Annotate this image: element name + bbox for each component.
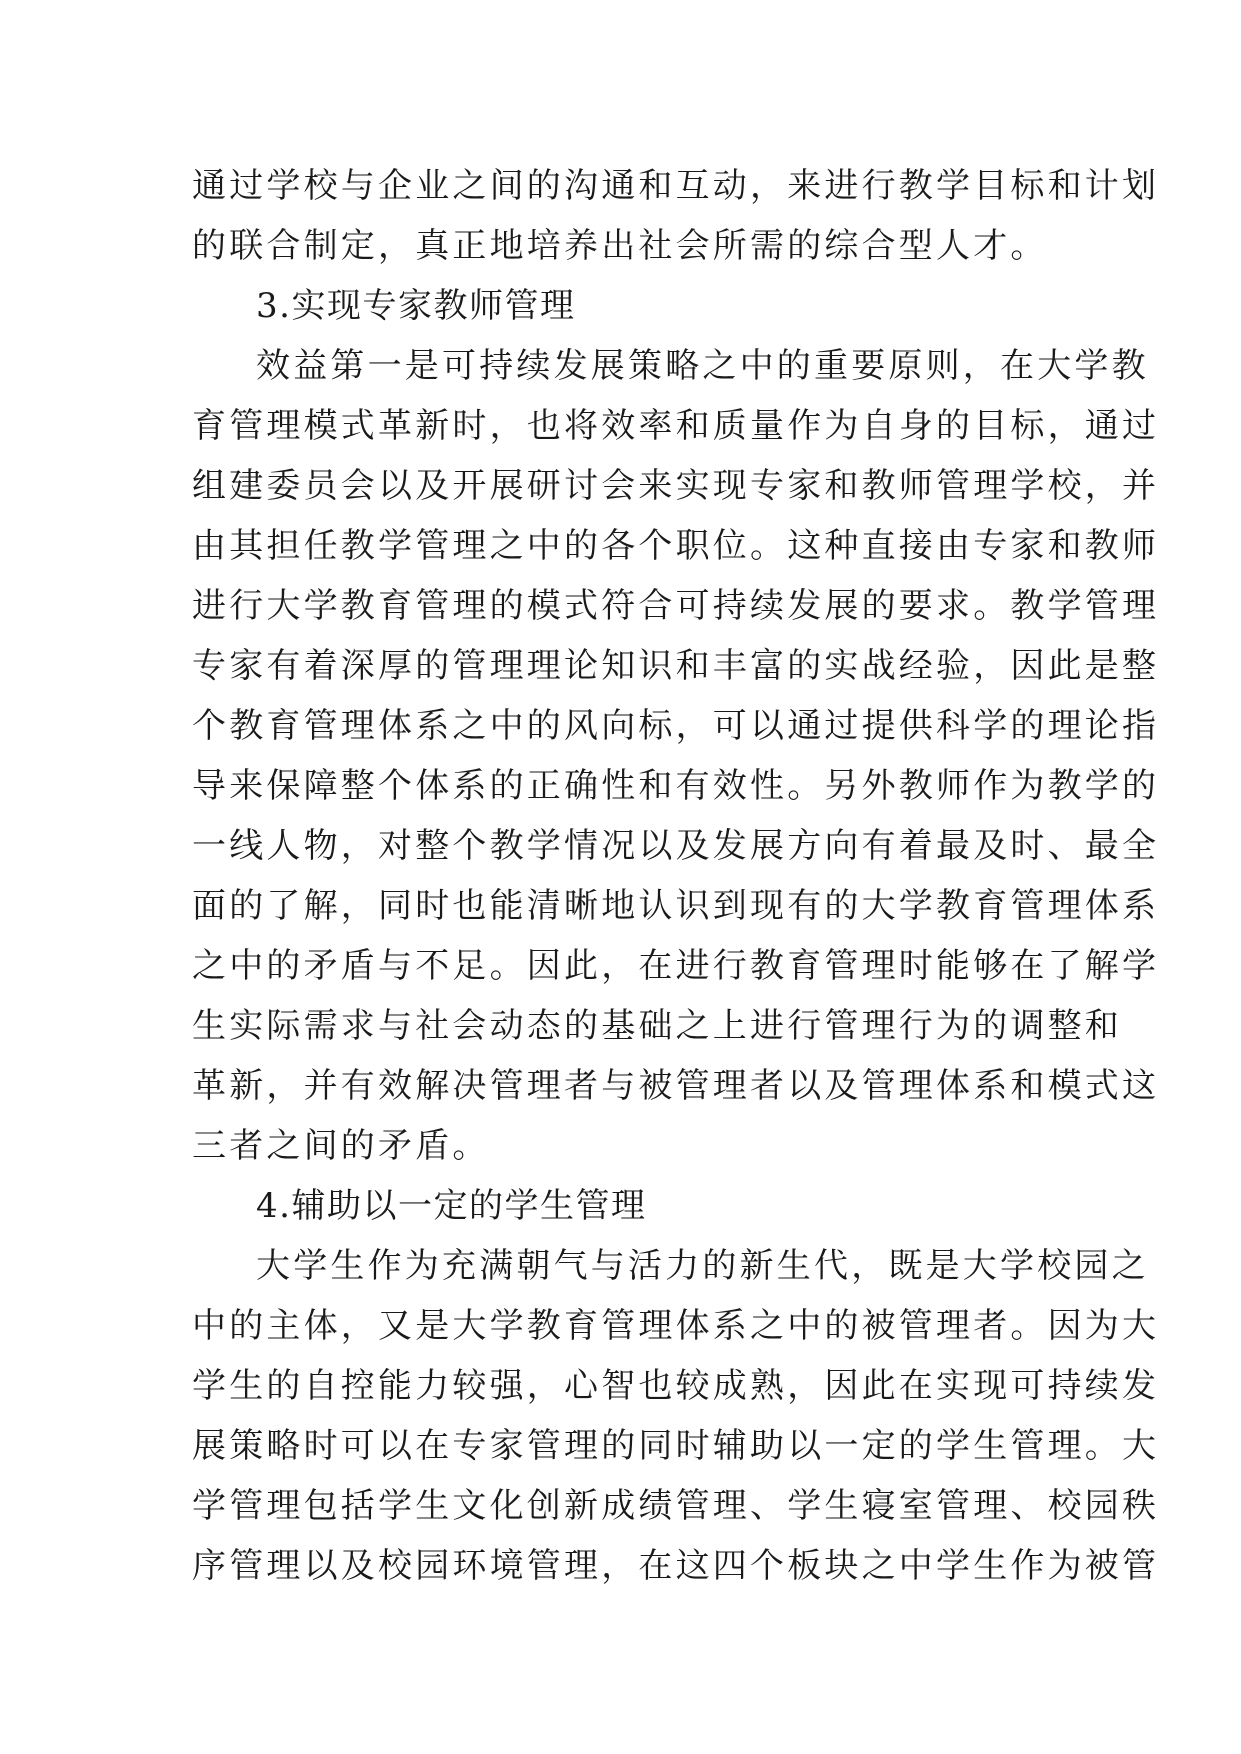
text-line: 中的主体，又是大学教育管理体系之中的被管理者。因为大 <box>192 1306 1160 1346</box>
text-line: 的联合制定，真正地培养出社会所需的综合型人才。 <box>192 226 1048 266</box>
text-line: 学管理包括学生文化创新成绩管理、学生寝室管理、校园秩 <box>192 1486 1160 1526</box>
document-body <box>192 156 1160 1596</box>
text-line: 三者之间的矛盾。 <box>192 1126 490 1166</box>
text-line: 展策略时可以在专家管理的同时辅助以一定的学生管理。大 <box>192 1426 1160 1466</box>
text-line: 进行大学教育管理的模式符合可持续发展的要求。教学管理 <box>192 586 1160 626</box>
text-line: 学生的自控能力较强，心智也较成熟，因此在实现可持续发 <box>192 1366 1160 1406</box>
text-line: 个教育管理体系之中的风向标，可以通过提供科学的理论指 <box>192 706 1160 746</box>
text-line: 通过学校与企业之间的沟通和互动，来进行教学目标和计划 <box>192 166 1160 206</box>
text-line: 序管理以及校园环境管理，在这四个板块之中学生作为被管 <box>192 1546 1160 1586</box>
text-line: 面的了解，同时也能清晰地认识到现有的大学教育管理体系 <box>192 886 1160 926</box>
paragraph-first-line: 效益第一是可持续发展策略之中的重要原则，在大学教 <box>256 346 1149 386</box>
text-line: 生实际需求与社会动态的基础之上进行管理行为的调整和 <box>192 1006 1122 1046</box>
text-line: 育管理模式革新时，也将效率和质量作为自身的目标，通过 <box>192 406 1160 446</box>
text-line: 一线人物，对整个教学情况以及发展方向有着最及时、最全 <box>192 826 1160 866</box>
text-line: 之中的矛盾与不足。因此，在进行教育管理时能够在了解学 <box>192 946 1160 986</box>
text-line: 由其担任教学管理之中的各个职位。这种直接由专家和教师 <box>192 526 1160 566</box>
text-line: 专家有着深厚的管理理论知识和丰富的实战经验，因此是整 <box>192 646 1160 686</box>
text-line: 导来保障整个体系的正确性和有效性。另外教师作为教学的 <box>192 766 1160 806</box>
section-heading: 3.实现专家教师管理 <box>256 286 576 326</box>
paragraph-first-line: 大学生作为充满朝气与活力的新生代，既是大学校园之 <box>256 1246 1149 1286</box>
section-heading: 4.辅助以一定的学生管理 <box>256 1186 647 1226</box>
text-line: 革新，并有效解决管理者与被管理者以及管理体系和模式这 <box>192 1066 1160 1106</box>
text-line: 组建委员会以及开展研讨会来实现专家和教师管理学校，并 <box>192 466 1160 506</box>
